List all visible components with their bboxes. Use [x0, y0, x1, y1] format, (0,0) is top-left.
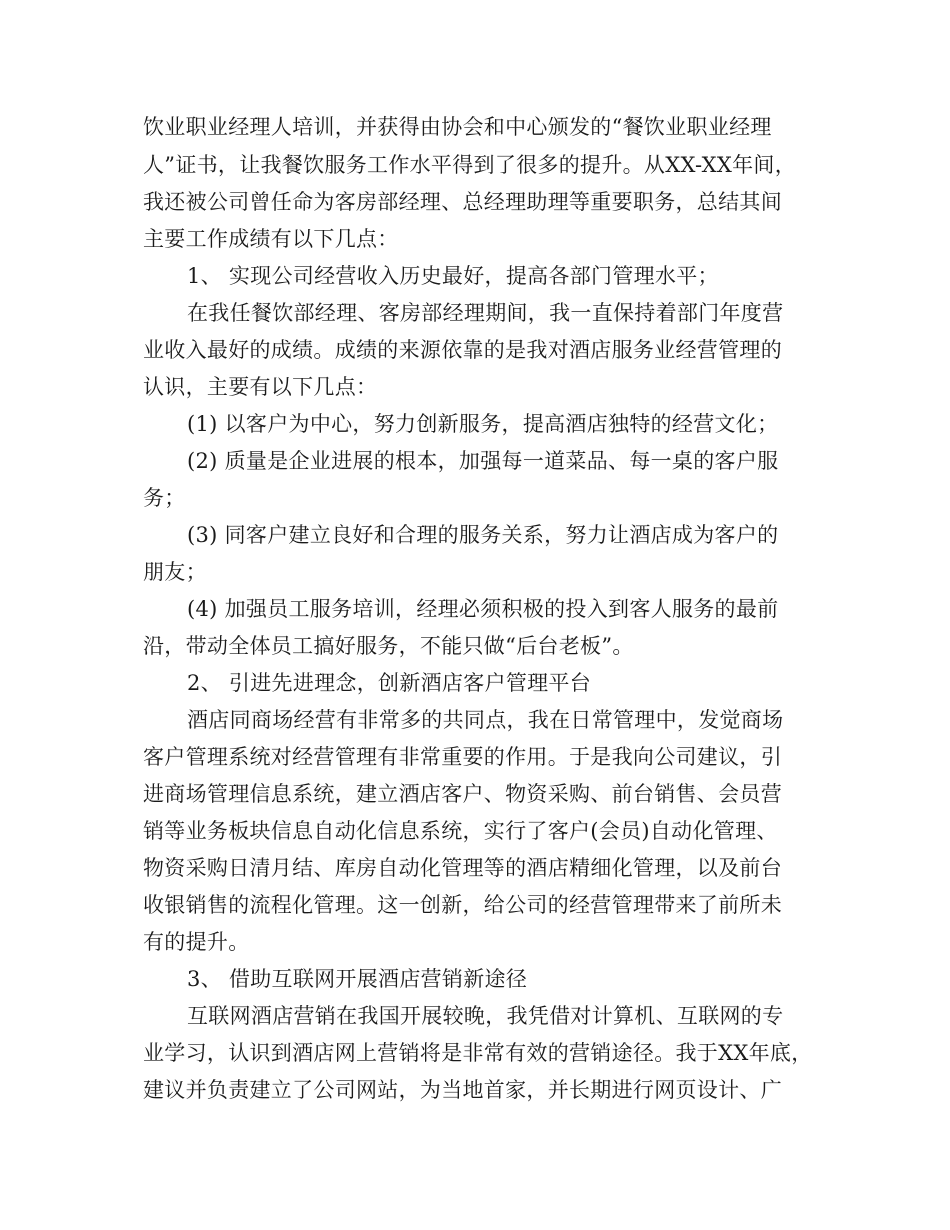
section-heading: 1、 实现公司经营收入历史最好，提高各部门管理水平； [187, 264, 719, 288]
list-item: (4) 加强员工服务培训，经理必须积极的投入到客人服务的最前 [187, 597, 779, 621]
text-line: 销等业务板块信息自动化信息系统，实行了客户(会员)自动化管理、 [143, 819, 778, 843]
text-line: 有的提升。 [143, 930, 250, 954]
text-line: 我还被公司曾任命为客房部经理、总经理助理等重要职务，总结其间 [143, 190, 782, 214]
section-heading: 3、 借助互联网开展酒店营销新途径 [187, 967, 528, 991]
list-item: (2) 质量是企业进展的根本，加强每一道菜品、每一桌的客户服 [187, 449, 779, 473]
text-line: 互联网酒店营销在我国开展较晚，我凭借对计算机、互联网的专 [187, 1004, 784, 1028]
text-line: 务； [143, 486, 186, 510]
list-item: (3) 同客户建立良好和合理的服务关系，努力让酒店成为客户的 [187, 523, 779, 547]
text-line: 人”证书，让我餐饮服务工作水平得到了很多的提升。从XX-XX年间， [143, 153, 797, 177]
text-line: 朋友； [143, 560, 207, 584]
text-line: 沿，带动全体员工搞好服务，不能只做“后台老板”。 [143, 634, 634, 658]
list-item: (1) 以客户为中心，努力创新服务，提高酒店独特的经营文化； [187, 412, 779, 436]
text-line: 物资采购日清月结、库房自动化管理等的酒店精细化管理，以及前台 [143, 856, 782, 880]
text-line: 客户管理系统对经营管理有非常重要的作用。于是我向公司建议，引 [143, 745, 782, 769]
text-line: 在我任餐饮部经理、客房部经理期间，我一直保持着部门年度营 [187, 301, 784, 325]
text-line: 进商场管理信息系统，建立酒店客户、物资采购、前台销售、会员营 [143, 782, 782, 806]
text-line: 主要工作成绩有以下几点： [143, 227, 399, 251]
text-line: 饮业职业经理人培训，并获得由协会和中心颁发的“餐饮业职业经理 [143, 115, 772, 139]
text-line: 认识，主要有以下几点： [143, 375, 378, 399]
text-line: 建议并负责建立了公司网站，为当地首家，并长期进行网页设计、广 [143, 1078, 782, 1102]
text-line: 酒店同商场经营有非常多的共同点，我在日常管理中，发觉商场 [187, 708, 784, 732]
text-line: 业收入最好的成绩。成绩的来源依靠的是我对酒店服务业经营管理的 [143, 338, 782, 362]
text-line: 收银销售的流程化管理。这一创新，给公司的经营管理带来了前所未 [143, 893, 782, 917]
text-line: 业学习，认识到酒店网上营销将是非常有效的营销途径。我于XX年底， [143, 1041, 813, 1065]
section-heading: 2、 引进先进理念，创新酒店客户管理平台 [187, 671, 592, 695]
